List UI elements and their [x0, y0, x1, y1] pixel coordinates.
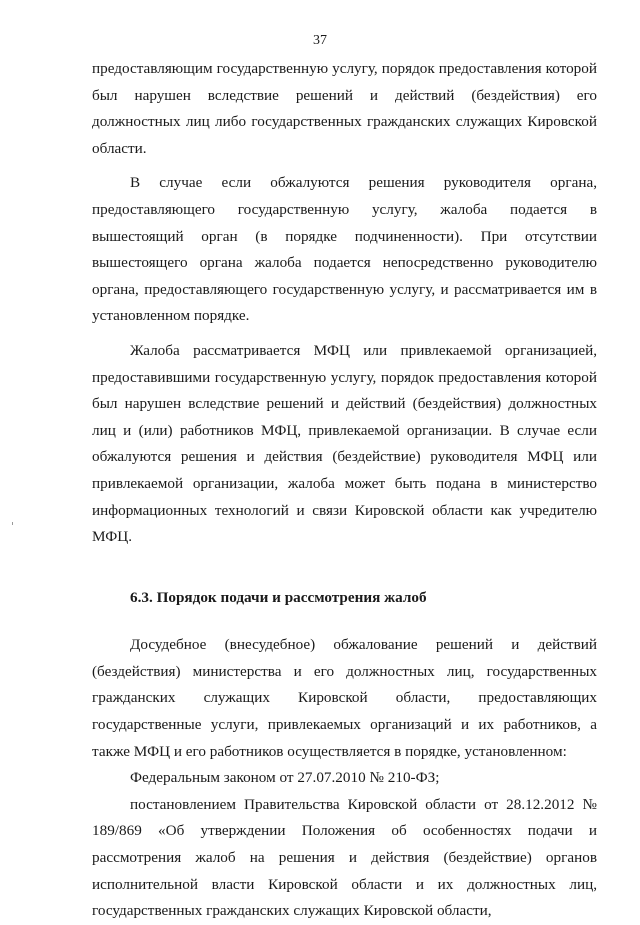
section-heading: 6.3. Порядок подачи и рассмотрения жалоб — [130, 588, 427, 606]
paragraph-continuation: предоставляющим государственную услугу, порядок предоставления которой был нарушен вследствие решений и действий (бездействия) его должностных лиц либо государственных гражданских служащих Кировской области. — [92, 60, 597, 157]
scan-artifact-mark — [12, 522, 13, 525]
document-body — [92, 56, 597, 925]
paragraph-mfc-complaint: Жалоба рассматривается МФЦ или привлекаемой организацией, предоставившими государственную услугу, порядок предоставления которой был нарушен вследствие решений и действий (бездействия) должностных лиц и (или) работников МФЦ, привлекаемой организации. В случае если обжалуются решения и действия (бездействие) руководителя МФЦ или привлекаемой организации, жалоба может быть подана в министерство информационных технологий и связи Кировской области как учредителю МФЦ. — [92, 341, 597, 546]
paragraph-pretrial-appeal: Досудебное (внесудебное) обжалование решений и действий (бездействия) министерства и его должностных лиц, государственных гражданских служащих Кировской области, предоставляющих государственные услуги, привлекаемых организаций и их работников, а также МФЦ и его работников осуществляется в порядке, установленном: — [92, 636, 597, 760]
page-number: 37 — [313, 33, 327, 48]
paragraph-regional-resolution: постановлением Правительства Кировской области от 28.12.2012 № 189/869 «Об утверждении Положения об особенностях подачи и рассмотрения жалоб на решения и действия (бездействие) органов исполнительной власти Кировской области и их должностных лиц, государственных гражданских служащих Кировской области, — [92, 795, 597, 920]
paragraph-appeal-to-higher-authority: В случае если обжалуются решения руководителя органа, предоставляющего государственную услугу, жалоба подается в вышестоящий орган (в порядке подчиненности). При отсутствии вышестоящего органа жалоба подается непосредственно руководителю органа, предоставляющего государственную услугу, и рассматривается им в установленном порядке. — [92, 174, 597, 325]
paragraph-federal-law: Федеральным законом от 27.07.2010 № 210-ФЗ; — [130, 769, 440, 787]
